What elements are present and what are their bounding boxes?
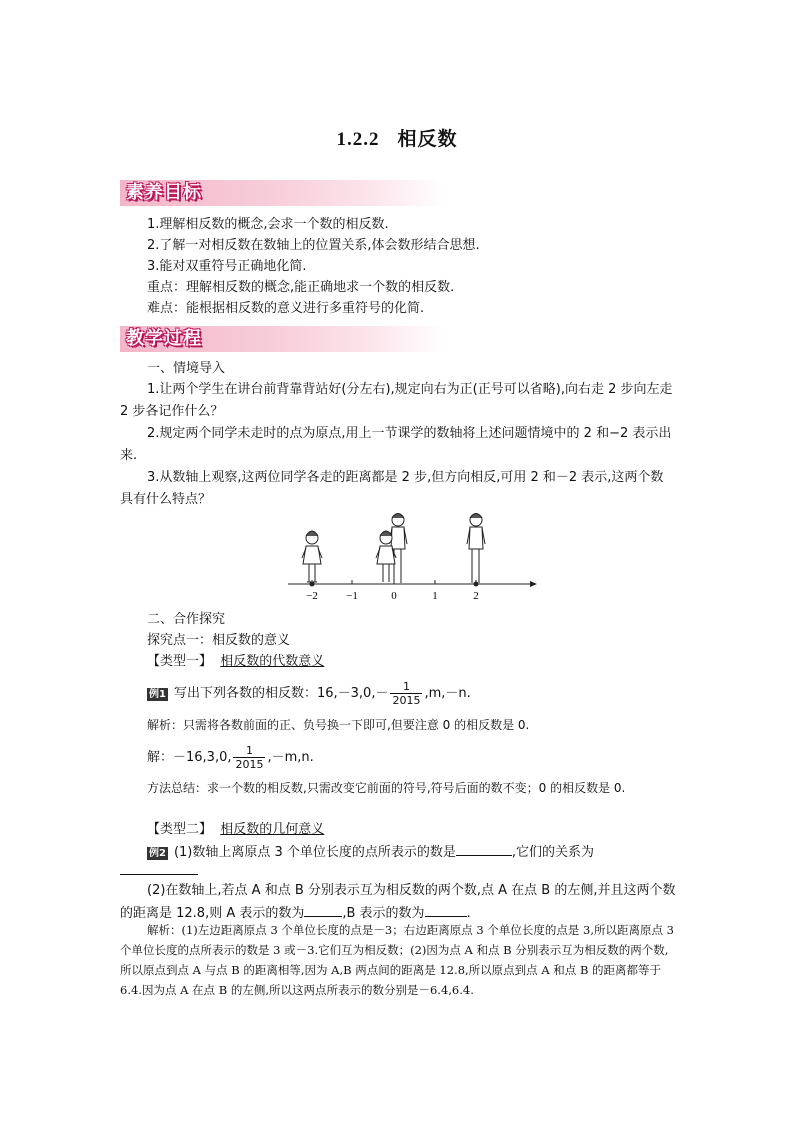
example-2-label: 例2 — [149, 848, 166, 859]
type-1-heading — [147, 653, 324, 671]
goal-item: 3.能对双重符号正确地化简. — [147, 259, 307, 274]
answer-blank — [120, 860, 198, 875]
goal-item: 1.理解相反数的概念,会求一个数的相反数. — [147, 217, 389, 232]
question-2: 2.规定两个同学未走时的点为原点,用上一节课学的数轴将上述问题情境中的 2 和−2 表示出来. — [120, 426, 672, 463]
type-2-bracket: 【类型二】 — [147, 822, 213, 837]
goals-banner-label: 素养目标 — [126, 182, 202, 203]
example-1 — [147, 680, 471, 707]
point-minus-2 — [310, 582, 315, 587]
question-1: 1.让两个学生在讲台前背靠背站好(分左右),规定向右为正(正号可以省略),向右走 2 步向左走 2 步各记作什么？ — [120, 382, 673, 419]
girl-figure-left — [302, 531, 322, 582]
example-2-q2: (2)在数轴上,若点 A 和点 B 分别表示互为相反数的两个数,点 A 在点 B 的左侧,并且这两个数的距离是 12.8,则 A 表示的数为 ,B 表示的数为 . — [120, 883, 676, 921]
answer-blank — [425, 902, 467, 917]
number-line-figure — [280, 508, 540, 604]
example-1-text: 写出下列各数的相反数：16,－3,0,－ — [173, 686, 389, 701]
axis-arrow — [530, 581, 537, 587]
method-summary: 方法总结：求一个数的相反数,只需改变它前面的符号,符号后面的数不变；0 的相反数是 0. — [147, 781, 626, 795]
explore-point-1: 探究点一：相反数的意义 — [147, 633, 291, 648]
difficult-point: 难点：能根据相反数的意义进行多重符号的化简. — [147, 301, 425, 316]
title-text: 相反数 — [397, 129, 458, 150]
point-2 — [474, 582, 479, 587]
explore-heading: 二、合作探究 — [147, 612, 226, 627]
tick-label: −2 — [306, 590, 318, 602]
example-1-text-tail: ,m,－n. — [424, 686, 471, 701]
boy-figure-right — [467, 514, 485, 584]
fraction: $\frac{1}{2015}$ — [235, 744, 264, 771]
answer-blank — [456, 841, 512, 856]
page-title — [0, 124, 794, 151]
tick-label: 2 — [473, 590, 479, 602]
example-1-analysis: 解析：只需将各数前面的正、负号换一下即可,但要注意 0 的相反数是 0. — [147, 718, 530, 732]
goals-banner — [120, 180, 445, 206]
type-2-title: 相反数的几何意义 — [220, 822, 325, 837]
tick-label: −1 — [346, 590, 358, 602]
process-banner — [120, 326, 445, 352]
example-1-label: 例1 — [149, 689, 166, 700]
tick-label: 1 — [432, 590, 438, 602]
question-3: 3.从数轴上观察,这两位同学各走的距离都是 2 步,但方向相反,可用 2 和－2 表示,这两个数具有什么特点？ — [120, 470, 664, 507]
example-2-q1: 例2 (1)数轴上离原点 3 个单位长度的点所表示的数是 ,它们的关系为 — [147, 841, 594, 862]
example-1-answer: 解：－16,3,0, $\frac{1}{2015}$ ,－m,n. — [147, 744, 314, 771]
intro-heading: 一、情境导入 — [147, 361, 226, 376]
fraction: $\frac{1}{2015}$ — [392, 680, 421, 707]
example-2-analysis: 解析：(1)左边距离原点 3 个单位长度的点是－3；右边距离原点 3 个单位长度的点是 3,所以距离原点 3 个单位长度的点所表示的数是 3 或－3.它们互为相反数；(2)因为点 A 和点 B 分别表示互为相反数的两个数,所以原点到点 A 与点 B 的距离相等,因为 A,B 两点间的距离是 12.8,所以原点到点 A 和点 B 的距离都等于 6.4.因为点 A 在点 B 的左侧,所以这两点所表示的数分别是－6.4,6.4. — [120, 923, 674, 997]
tick-label: 0 — [391, 590, 397, 602]
key-point: 重点：理解相反数的概念,能正确地求一个数的相反数. — [147, 280, 455, 295]
type-1-title: 相反数的代数意义 — [220, 654, 325, 669]
section-number: 1.2.2 — [336, 129, 380, 150]
answer-blank — [304, 902, 342, 917]
goal-item: 2.了解一对相反数在数轴上的位置关系,体会数形结合思想. — [147, 238, 480, 253]
type-2-heading — [147, 821, 324, 839]
process-banner-label: 教学过程 — [126, 328, 202, 349]
type-1-bracket: 【类型一】 — [147, 654, 213, 669]
